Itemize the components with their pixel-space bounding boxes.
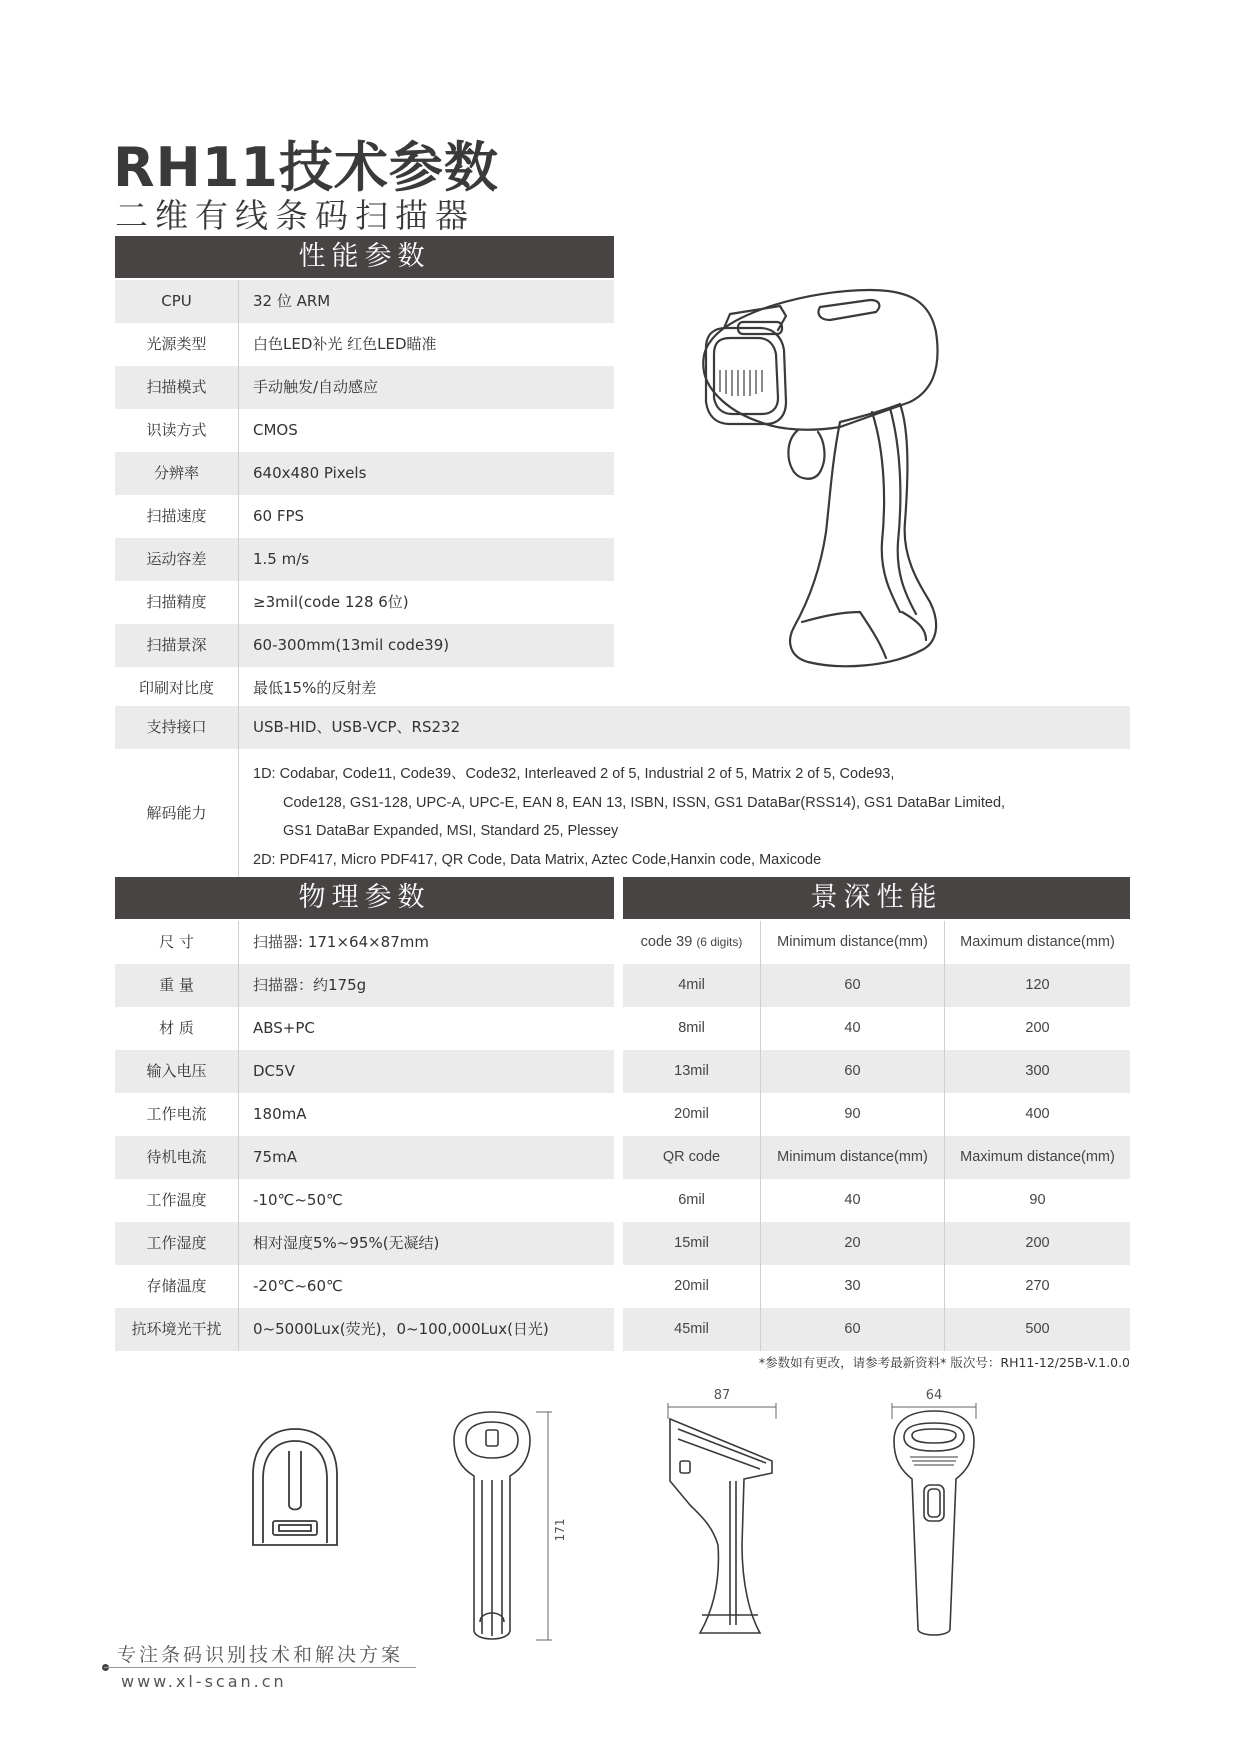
section-physical-heading: 物理参数 (115, 877, 614, 919)
dimension-depth-label: 87 (713, 1388, 731, 1403)
dof-row: 45mil 60 500 (623, 1308, 1130, 1351)
spec-row: 印刷对比度 最低15%的反射差 (115, 667, 1130, 710)
dof-row: 6mil 40 90 (623, 1179, 1130, 1222)
dimension-height-label: 171 (553, 1518, 567, 1542)
scanner-back-view (245, 1425, 345, 1555)
decode-list: 1D: Codabar, Code11, Code39、Code32, Interleaved 2 of 5, Industrial 2 of 5, Matrix 2 of 5, Code93, Code128, GS1-128, UPC-A, UPC-E, EAN 8, EAN 13, ISBN, ISSN, GS1 DataBar(RSS14), GS1 DataBar Limited, GS1 DataBar Expanded, MSI, Standard 25, Plessey 2D: PDF417, Micro PDF417, QR Code, Data Matrix, Aztec Code,Hanxin code, Maxicode (253, 766, 1006, 868)
dof-row: 13mil 60 300 (623, 1050, 1130, 1093)
page-subtitle: 二维有线条码扫描器 (115, 196, 475, 235)
spec-row: 扫描速度 60 FPS (115, 495, 614, 538)
spec-row: 分辨率 640x480 Pixels (115, 452, 614, 495)
spec-row: 待机电流 75mA (115, 1136, 614, 1179)
scanner-side-view (660, 1385, 790, 1645)
spec-row: 重 量 扫描器：约175g (115, 964, 614, 1007)
dof-row: 8mil 40 200 (623, 1007, 1130, 1050)
spec-row: 运动容差 1.5 m/s (115, 538, 614, 581)
footer-slogan: 专注条码识别技术和解决方案 (117, 1644, 404, 1666)
spec-row: 扫描精度 ≥3mil(code 128 6位) (115, 581, 614, 624)
dimension-width-label: 64 (925, 1388, 943, 1403)
decode-label: 解码能力 (115, 749, 239, 877)
footer-divider (104, 1667, 416, 1668)
spec-row: 输入电压 DC5V (115, 1050, 614, 1093)
version-note: *参数如有更改，请参考最新资料* 版次号：RH11-12/25B-V.1.0.0 (758, 1355, 1130, 1370)
spec-row: 扫描模式 手动触发/自动感应 (115, 366, 614, 409)
spec-row: 材 质 ABS+PC (115, 1007, 614, 1050)
section-dof-heading: 景深性能 (623, 877, 1130, 919)
spec-row: 工作湿度 相对湿度5%~95%(无凝结) (115, 1222, 614, 1265)
spec-row: CPU 32 位 ARM (115, 280, 614, 323)
decode-capability-row (115, 749, 1130, 877)
page-title: RH11技术参数 (113, 136, 499, 199)
dof-row: 15mil 20 200 (623, 1222, 1130, 1265)
dof-header-row: code 39 (6 digits) Minimum distance(mm) Maximum distance(mm) (623, 921, 1130, 964)
scanner-front-view (440, 1410, 580, 1650)
dof-row: 4mil 60 120 (623, 964, 1130, 1007)
scanner-illustration (690, 282, 980, 672)
spec-row: 尺 寸 扫描器: 171×64×87mm (115, 921, 614, 964)
spec-row: 扫描景深 60-300mm(13mil code39) (115, 624, 614, 667)
footer-url[interactable]: www.xl-scan.cn (121, 1672, 287, 1691)
dof-row: 20mil 90 400 (623, 1093, 1130, 1136)
section-performance-heading: 性能参数 (115, 236, 614, 278)
scanner-top-view (880, 1385, 990, 1645)
dof-row: 20mil 30 270 (623, 1265, 1130, 1308)
spec-row: 光源类型 白色LED补光 红色LED瞄准 (115, 323, 614, 366)
spec-row: 工作电流 180mA (115, 1093, 614, 1136)
spec-row: 抗环境光干扰 0~5000Lux(荧光)，0~100,000Lux(日光) (115, 1308, 614, 1351)
spec-row: 识读方式 CMOS (115, 409, 614, 452)
spec-row: 存储温度 -20℃~60℃ (115, 1265, 614, 1308)
spec-row: 支持接口 USB-HID、USB-VCP、RS232 (115, 706, 1130, 749)
spec-row: 工作温度 -10℃~50℃ (115, 1179, 614, 1222)
dof-header-row: QR code Minimum distance(mm) Maximum distance(mm) (623, 1136, 1130, 1179)
